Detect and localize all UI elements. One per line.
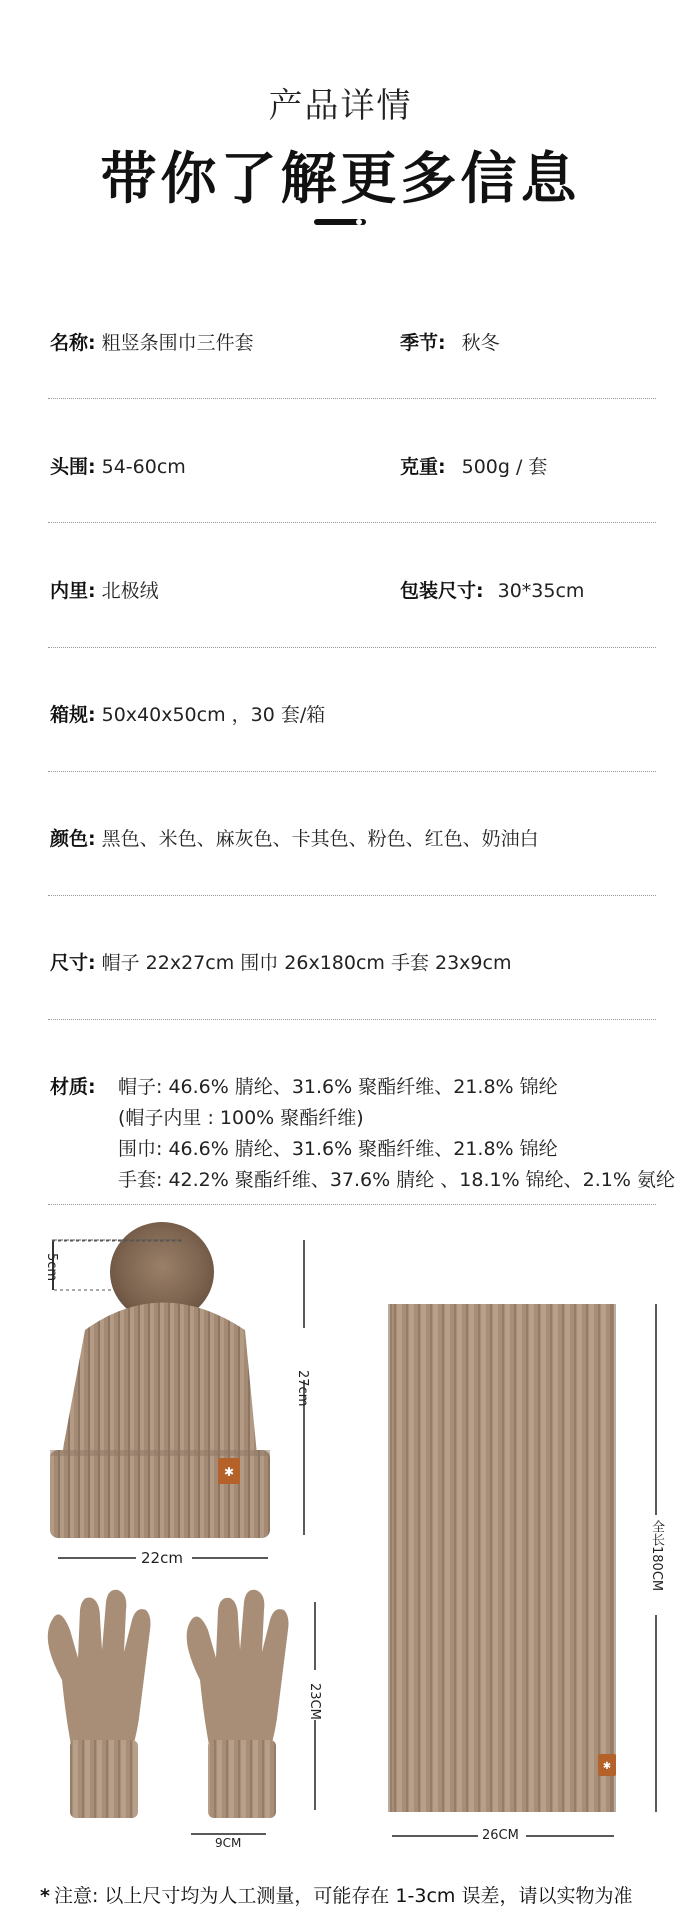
carton-value: 50x40x50cm ，30 套/箱: [101, 704, 326, 726]
pack-cell: [400, 576, 584, 603]
title-underline-dot: [356, 219, 362, 225]
footer-text: 注意: 以上尺寸均为人工测量，可能存在 1-3cm 误差，请以实物为准: [53, 1885, 633, 1907]
spec-row-name: [50, 328, 656, 355]
weight-cell: [400, 452, 547, 479]
glove-height-label: 23CM: [307, 1683, 322, 1720]
svg-text:✱: ✱: [223, 1465, 235, 1479]
scarf-length-label: 全长180CM: [649, 1520, 664, 1592]
size-value: 帽子 22x27cm 围巾 26x180cm 手套 23x9cm: [101, 952, 512, 974]
hat-height-label: 27cm: [295, 1370, 310, 1407]
divider: [48, 771, 656, 772]
divider: [48, 1204, 656, 1205]
spec-row-lining: [50, 576, 656, 603]
hat-width-label: 22cm: [141, 1549, 183, 1567]
name-value: 粗竖条围巾三件套: [101, 332, 254, 354]
scarf-image: [388, 1304, 616, 1812]
color-value: 黑色、米色、麻灰色、卡其色、粉色、红色、奶油白: [101, 828, 539, 850]
lining-value: 北极绒: [101, 580, 159, 602]
scarf-width-label: 26CM: [482, 1828, 519, 1843]
weight-label: 克重:: [400, 456, 446, 478]
season-value: 秋冬: [461, 332, 500, 354]
divider: [48, 522, 656, 523]
hat-image: [50, 1222, 270, 1538]
divider: [48, 647, 656, 648]
head-value: 54-60cm: [101, 456, 186, 478]
carton-label: 箱规:: [50, 704, 96, 726]
material-label: 材质:: [50, 1076, 96, 1098]
section-title: 带你了解更多信息: [100, 146, 581, 212]
pompom-dim-label: 5cm: [44, 1253, 59, 1282]
divider: [48, 398, 656, 399]
spec-row-color: [50, 824, 656, 851]
spec-row-carton: [50, 700, 656, 727]
name-label: 名称:: [50, 332, 96, 354]
spec-row-size: [50, 948, 656, 975]
asterisk: *: [40, 1885, 50, 1907]
color-label: 颜色:: [50, 828, 96, 850]
svg-text:✱: ✱: [602, 1761, 612, 1772]
section-subtitle: 产品详情: [268, 86, 413, 126]
product-illustration: [0, 1210, 681, 1850]
material-line: 帽子: 46.6% 腈纶、31.6% 聚酯纤维、21.8% 锦纶: [118, 1076, 558, 1098]
material-line: 手套: 42.2% 聚酯纤维、37.6% 腈纶 、18.1% 锦纶、2.1% 氨纶: [118, 1169, 675, 1191]
lining-label: 内里:: [50, 580, 96, 602]
divider: [48, 1019, 656, 1020]
footer-note: [40, 1881, 632, 1908]
pack-value: 30*35cm: [497, 580, 585, 602]
head-label: 头围:: [50, 456, 96, 478]
glove-width-label: 9CM: [215, 1836, 242, 1850]
material-line: 围巾: 46.6% 腈纶、31.6% 聚酯纤维、21.8% 锦纶: [118, 1138, 558, 1160]
gloves-image: [48, 1590, 289, 1818]
spec-row-head: [50, 452, 656, 479]
size-label: 尺寸:: [50, 952, 96, 974]
season-label: 季节:: [400, 332, 446, 354]
pack-label: 包装尺寸:: [400, 580, 484, 602]
weight-value: 500g / 套: [461, 456, 548, 478]
material-line: (帽子内里 : 100% 聚酯纤维): [118, 1107, 364, 1129]
divider: [48, 895, 656, 896]
season-cell: [400, 328, 500, 355]
